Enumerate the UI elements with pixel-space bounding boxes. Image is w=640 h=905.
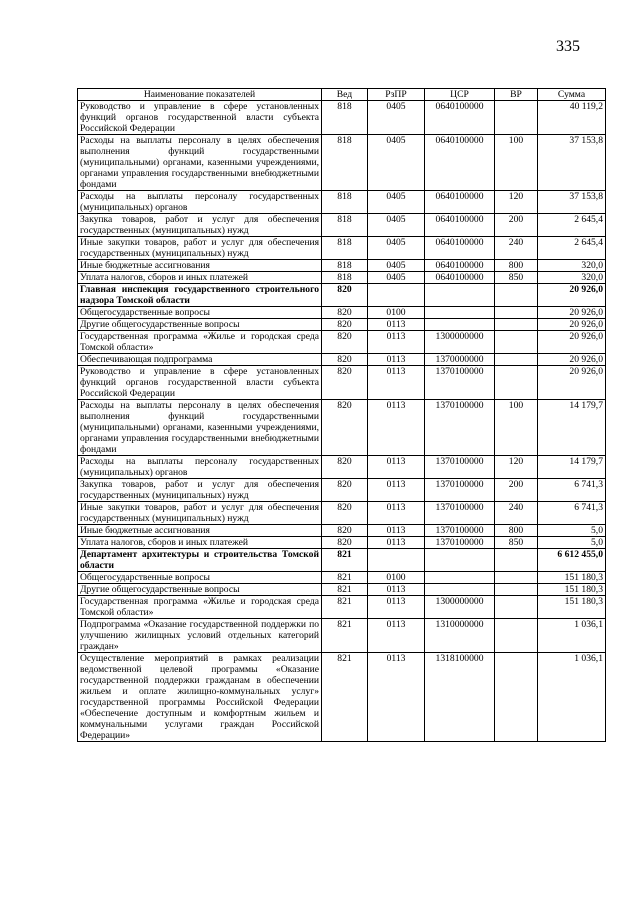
cell-rzpr: 0405 bbox=[368, 237, 425, 260]
table-row bbox=[78, 502, 606, 525]
cell-name: Руководство и управление в сфере установленных функций органов государственной власти субъекта Российской Федерации bbox=[78, 101, 322, 135]
cell-vr: 100 bbox=[495, 135, 538, 191]
cell-sum: 20 926,0 bbox=[538, 331, 606, 354]
cell-sum: 40 119,2 bbox=[538, 101, 606, 135]
cell-vr bbox=[495, 366, 538, 400]
cell-sum: 320,0 bbox=[538, 260, 606, 272]
cell-vr bbox=[495, 549, 538, 572]
cell-name: Иные закупки товаров, работ и услуг для обеспечения государственных (муниципальных) нужд bbox=[78, 502, 322, 525]
cell-ved: 820 bbox=[322, 319, 368, 331]
cell-name: Иные закупки товаров, работ и услуг для обеспечения государственных (муниципальных) нужд bbox=[78, 237, 322, 260]
cell-sum: 6 741,3 bbox=[538, 502, 606, 525]
table-row bbox=[78, 101, 606, 135]
cell-csr: 0640100000 bbox=[425, 101, 495, 135]
cell-ved: 818 bbox=[322, 237, 368, 260]
cell-sum: 2 645,4 bbox=[538, 237, 606, 260]
col-header-sum: Сумма bbox=[538, 89, 606, 101]
cell-sum: 1 036,1 bbox=[538, 653, 606, 742]
cell-csr bbox=[425, 307, 495, 319]
cell-csr: 1370100000 bbox=[425, 537, 495, 549]
table-row bbox=[78, 400, 606, 456]
cell-rzpr: 0405 bbox=[368, 191, 425, 214]
cell-rzpr: 0405 bbox=[368, 260, 425, 272]
cell-ved: 818 bbox=[322, 135, 368, 191]
cell-rzpr: 0405 bbox=[368, 101, 425, 135]
cell-name: Уплата налогов, сборов и иных платежей bbox=[78, 537, 322, 549]
table-row bbox=[78, 653, 606, 742]
cell-ved: 821 bbox=[322, 596, 368, 619]
table-row bbox=[78, 237, 606, 260]
cell-ved: 821 bbox=[322, 653, 368, 742]
cell-ved: 821 bbox=[322, 572, 368, 584]
cell-name: Другие общегосударственные вопросы bbox=[78, 319, 322, 331]
cell-rzpr: 0405 bbox=[368, 214, 425, 237]
cell-sum: 20 926,0 bbox=[538, 354, 606, 366]
table-row bbox=[78, 572, 606, 584]
cell-vr: 200 bbox=[495, 214, 538, 237]
cell-name: Государственная программа «Жилье и городская среда Томской области» bbox=[78, 331, 322, 354]
cell-vr bbox=[495, 572, 538, 584]
cell-name: Расходы на выплаты персоналу государственных (муниципальных) органов bbox=[78, 191, 322, 214]
cell-vr bbox=[495, 584, 538, 596]
col-header-vr: ВР bbox=[495, 89, 538, 101]
cell-vr: 850 bbox=[495, 272, 538, 284]
table-row bbox=[78, 619, 606, 653]
cell-rzpr: 0100 bbox=[368, 307, 425, 319]
cell-csr: 0640100000 bbox=[425, 272, 495, 284]
table-row bbox=[78, 319, 606, 331]
cell-vr: 800 bbox=[495, 525, 538, 537]
cell-name: Руководство и управление в сфере установленных функций органов государственной власти субъекта Российской Федерации bbox=[78, 366, 322, 400]
cell-rzpr: 0405 bbox=[368, 135, 425, 191]
cell-rzpr: 0113 bbox=[368, 400, 425, 456]
cell-sum: 20 926,0 bbox=[538, 319, 606, 331]
cell-name: Общегосударственные вопросы bbox=[78, 572, 322, 584]
cell-csr: 1370100000 bbox=[425, 456, 495, 479]
table-row bbox=[78, 456, 606, 479]
cell-csr: 1370100000 bbox=[425, 479, 495, 502]
cell-vr bbox=[495, 307, 538, 319]
cell-sum: 20 926,0 bbox=[538, 366, 606, 400]
col-header-rzpr: РзПР bbox=[368, 89, 425, 101]
cell-ved: 818 bbox=[322, 272, 368, 284]
cell-csr: 1370100000 bbox=[425, 400, 495, 456]
cell-rzpr: 0113 bbox=[368, 331, 425, 354]
cell-csr bbox=[425, 284, 495, 307]
cell-ved: 820 bbox=[322, 307, 368, 319]
cell-name: Государственная программа «Жилье и городская среда Томской области» bbox=[78, 596, 322, 619]
cell-rzpr: 0113 bbox=[368, 502, 425, 525]
cell-vr bbox=[495, 354, 538, 366]
cell-ved: 820 bbox=[322, 537, 368, 549]
cell-vr bbox=[495, 596, 538, 619]
cell-ved: 820 bbox=[322, 331, 368, 354]
cell-vr: 100 bbox=[495, 400, 538, 456]
cell-csr: 1300000000 bbox=[425, 596, 495, 619]
cell-vr: 120 bbox=[495, 191, 538, 214]
cell-ved: 820 bbox=[322, 366, 368, 400]
cell-ved: 820 bbox=[322, 479, 368, 502]
cell-sum: 37 153,8 bbox=[538, 191, 606, 214]
cell-ved: 818 bbox=[322, 260, 368, 272]
cell-vr: 200 bbox=[495, 479, 538, 502]
cell-csr bbox=[425, 572, 495, 584]
cell-vr: 240 bbox=[495, 237, 538, 260]
cell-vr: 240 bbox=[495, 502, 538, 525]
table-body bbox=[78, 101, 606, 742]
cell-rzpr: 0113 bbox=[368, 619, 425, 653]
cell-name: Расходы на выплаты персоналу в целях обеспечения выполнения функций государственными (муниципальными) органами, казенными учреждениями, органами управления государственными внебюджетными фондами bbox=[78, 400, 322, 456]
cell-sum: 151 180,3 bbox=[538, 572, 606, 584]
table-row bbox=[78, 537, 606, 549]
cell-ved: 821 bbox=[322, 619, 368, 653]
cell-name: Уплата налогов, сборов и иных платежей bbox=[78, 272, 322, 284]
table-row bbox=[78, 366, 606, 400]
col-header-ved: Вед bbox=[322, 89, 368, 101]
table-header-row bbox=[78, 89, 606, 101]
cell-ved: 818 bbox=[322, 191, 368, 214]
cell-vr: 850 bbox=[495, 537, 538, 549]
cell-sum: 5,0 bbox=[538, 525, 606, 537]
cell-rzpr: 0113 bbox=[368, 456, 425, 479]
cell-rzpr: 0113 bbox=[368, 584, 425, 596]
cell-csr: 0640100000 bbox=[425, 135, 495, 191]
cell-ved: 818 bbox=[322, 214, 368, 237]
cell-name: Общегосударственные вопросы bbox=[78, 307, 322, 319]
cell-csr bbox=[425, 319, 495, 331]
cell-name: Расходы на выплаты персоналу в целях обеспечения выполнения функций государственными (муниципальными) органами, казенными учреждениями, органами управления государственными внебюджетными фондами bbox=[78, 135, 322, 191]
cell-sum: 37 153,8 bbox=[538, 135, 606, 191]
page-number: 335 bbox=[556, 38, 580, 55]
cell-csr: 1318100000 bbox=[425, 653, 495, 742]
cell-name: Обеспечивающая подпрограмма bbox=[78, 354, 322, 366]
table-row bbox=[78, 596, 606, 619]
cell-rzpr: 0113 bbox=[368, 537, 425, 549]
col-header-csr: ЦСР bbox=[425, 89, 495, 101]
cell-ved: 821 bbox=[322, 584, 368, 596]
cell-csr: 1370100000 bbox=[425, 502, 495, 525]
cell-name: Иные бюджетные ассигнования bbox=[78, 260, 322, 272]
cell-name: Иные бюджетные ассигнования bbox=[78, 525, 322, 537]
cell-ved: 820 bbox=[322, 456, 368, 479]
table-row bbox=[78, 549, 606, 572]
col-header-name: Наименование показателей bbox=[78, 89, 322, 101]
cell-name: Подпрограмма «Оказание государственной поддержки по улучшению жилищных условий отдельных категорий граждан» bbox=[78, 619, 322, 653]
cell-vr: 120 bbox=[495, 456, 538, 479]
cell-vr bbox=[495, 331, 538, 354]
cell-csr: 0640100000 bbox=[425, 191, 495, 214]
cell-sum: 1 036,1 bbox=[538, 619, 606, 653]
cell-csr: 0640100000 bbox=[425, 237, 495, 260]
table-row bbox=[78, 307, 606, 319]
cell-csr: 1370000000 bbox=[425, 354, 495, 366]
cell-name: Департамент архитектуры и строительства Томской области bbox=[78, 549, 322, 572]
cell-ved: 818 bbox=[322, 101, 368, 135]
cell-rzpr: 0113 bbox=[368, 525, 425, 537]
cell-rzpr bbox=[368, 284, 425, 307]
cell-csr: 1310000000 bbox=[425, 619, 495, 653]
cell-csr bbox=[425, 584, 495, 596]
cell-csr: 0640100000 bbox=[425, 214, 495, 237]
table-row bbox=[78, 191, 606, 214]
table-row bbox=[78, 260, 606, 272]
table-row bbox=[78, 272, 606, 284]
cell-rzpr: 0405 bbox=[368, 272, 425, 284]
cell-sum: 151 180,3 bbox=[538, 596, 606, 619]
cell-csr bbox=[425, 549, 495, 572]
cell-sum: 20 926,0 bbox=[538, 284, 606, 307]
cell-name: Главная инспекция государственного строительного надзора Томской области bbox=[78, 284, 322, 307]
cell-csr: 0640100000 bbox=[425, 260, 495, 272]
cell-rzpr: 0113 bbox=[368, 366, 425, 400]
cell-sum: 2 645,4 bbox=[538, 214, 606, 237]
cell-csr: 1370100000 bbox=[425, 366, 495, 400]
cell-vr bbox=[495, 101, 538, 135]
budget-table bbox=[77, 88, 606, 742]
cell-rzpr: 0113 bbox=[368, 354, 425, 366]
cell-sum: 320,0 bbox=[538, 272, 606, 284]
table-row bbox=[78, 525, 606, 537]
cell-rzpr bbox=[368, 549, 425, 572]
cell-vr: 800 bbox=[495, 260, 538, 272]
cell-csr: 1370100000 bbox=[425, 525, 495, 537]
table-row bbox=[78, 135, 606, 191]
cell-rzpr: 0113 bbox=[368, 653, 425, 742]
cell-sum: 14 179,7 bbox=[538, 400, 606, 456]
cell-sum: 6 741,3 bbox=[538, 479, 606, 502]
cell-vr bbox=[495, 319, 538, 331]
cell-vr bbox=[495, 284, 538, 307]
table-row bbox=[78, 354, 606, 366]
cell-ved: 820 bbox=[322, 525, 368, 537]
cell-name: Закупка товаров, работ и услуг для обеспечения государственных (муниципальных) нужд bbox=[78, 479, 322, 502]
table-row bbox=[78, 284, 606, 307]
table-row bbox=[78, 331, 606, 354]
cell-name: Другие общегосударственные вопросы bbox=[78, 584, 322, 596]
cell-rzpr: 0100 bbox=[368, 572, 425, 584]
cell-sum: 6 612 455,0 bbox=[538, 549, 606, 572]
table-row bbox=[78, 214, 606, 237]
cell-ved: 820 bbox=[322, 502, 368, 525]
cell-rzpr: 0113 bbox=[368, 596, 425, 619]
cell-csr: 1300000000 bbox=[425, 331, 495, 354]
cell-sum: 14 179,7 bbox=[538, 456, 606, 479]
cell-ved: 820 bbox=[322, 400, 368, 456]
cell-ved: 821 bbox=[322, 549, 368, 572]
table-row bbox=[78, 584, 606, 596]
table-row bbox=[78, 479, 606, 502]
cell-sum: 20 926,0 bbox=[538, 307, 606, 319]
cell-sum: 151 180,3 bbox=[538, 584, 606, 596]
cell-vr bbox=[495, 653, 538, 742]
cell-name: Расходы на выплаты персоналу государственных (муниципальных) органов bbox=[78, 456, 322, 479]
cell-name: Закупка товаров, работ и услуг для обеспечения государственных (муниципальных) нужд bbox=[78, 214, 322, 237]
cell-ved: 820 bbox=[322, 284, 368, 307]
cell-ved: 820 bbox=[322, 354, 368, 366]
cell-rzpr: 0113 bbox=[368, 319, 425, 331]
cell-vr bbox=[495, 619, 538, 653]
cell-rzpr: 0113 bbox=[368, 479, 425, 502]
cell-name: Осуществление мероприятий в рамках реализации ведомственной целевой программы «Оказание государственной поддержки гражданам в обеспечении жильем и оплате жилищно-коммунальных услуг» государственной программы Российской Федерации «Обеспечение доступным и комфортным жильем и коммунальными услугами граждан Российской Федерации» bbox=[78, 653, 322, 742]
cell-sum: 5,0 bbox=[538, 537, 606, 549]
